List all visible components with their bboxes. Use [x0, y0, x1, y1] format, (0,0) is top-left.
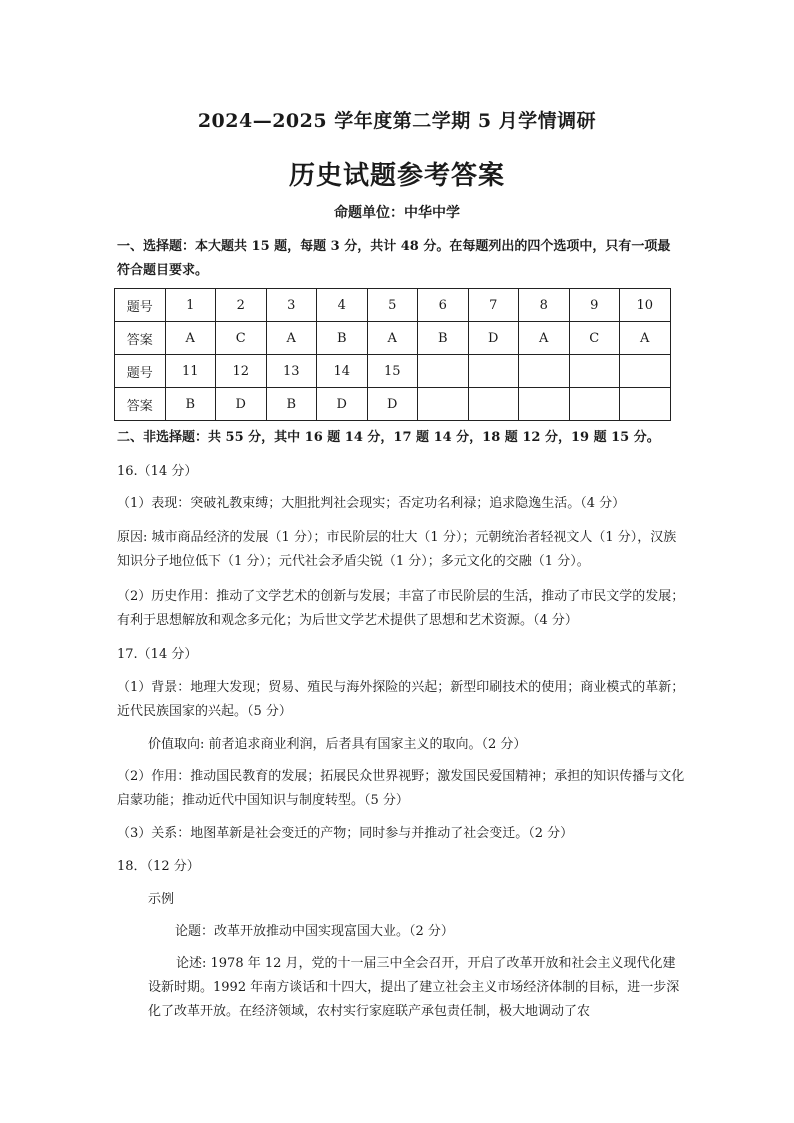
table-row: [115, 355, 671, 388]
q16-part2: （2）历史作用：推动了文学艺术的创新与发展；丰富了市民阶层的生活，推动了市民文学的发展；有利于思想解放和观念多元化；为后世文学艺术提供了思想和艺术资源。（4 分）: [117, 589, 685, 628]
question-number: 2: [216, 289, 267, 322]
question-number: 8: [519, 289, 570, 322]
question-number: 1: [165, 289, 216, 322]
q17-part3: （3）关系：地图革新是社会变迁的产物；同时参与并推动了社会变迁。（2 分）: [117, 826, 574, 841]
empty-cell: [620, 388, 671, 421]
question-number: 13: [266, 355, 317, 388]
table-row: [115, 322, 671, 355]
answer-cell: B: [418, 322, 469, 355]
answer-cell: C: [569, 322, 620, 355]
q18-example: 示例: [148, 892, 175, 907]
empty-cell: [468, 355, 519, 388]
question-number: 10: [620, 289, 671, 322]
q16-part1: （1）表现：突破礼教束缚；大胆批判社会现实；否定功名利禄；追求隐逸生活。（4 分）: [117, 496, 626, 511]
answer-cell: C: [216, 322, 267, 355]
question-number: 15: [367, 355, 418, 388]
question-number: 12: [216, 355, 267, 388]
answer-cell: D: [317, 388, 368, 421]
section2-heading: 二、非选择题：共 55 分，其中 16 题 14 分，17 题 14 分，18 题 12 分，19 题 15 分。: [117, 430, 660, 445]
empty-cell: [519, 388, 570, 421]
answer-key-title: 历史试题参考答案: [288, 161, 505, 191]
answer-cell: B: [266, 388, 317, 421]
row-label: 答案: [115, 388, 166, 421]
section1-heading: 一、选择题：本大题共 15 题，每题 3 分，共计 48 分。在每题列出的四个选项中，只有一项最符合题目要求。: [117, 239, 671, 278]
question-number: 11: [165, 355, 216, 388]
q16-label: 16.（14 分）: [117, 464, 198, 479]
answer-cell: D: [367, 388, 418, 421]
row-label: 答案: [115, 322, 166, 355]
q18-argument: 论述: 1978 年 12 月，党的十一届三中全会召开，开启了改革开放和社会主义现代化建设新时期。1992 年南方谈话和十四大，提出了建立社会主义市场经济体制的目标，进一步深化了改革开放。在经济领域，农村实行家庭联产承包责任制，极大地调动了农: [148, 956, 680, 1019]
answer-cell: D: [468, 322, 519, 355]
row-label: 题号: [115, 355, 166, 388]
answer-cell: A: [519, 322, 570, 355]
exam-title: 2024—2025 学年度第二学期 5 月学情调研: [197, 110, 597, 132]
question-number: 3: [266, 289, 317, 322]
row-label: 题号: [115, 289, 166, 322]
answer-cell: B: [165, 388, 216, 421]
question-number: 7: [468, 289, 519, 322]
answer-table: [114, 288, 671, 421]
empty-cell: [468, 388, 519, 421]
answer-cell: B: [317, 322, 368, 355]
answer-cell: D: [216, 388, 267, 421]
answer-cell: A: [620, 322, 671, 355]
answer-cell: A: [367, 322, 418, 355]
question-number: 14: [317, 355, 368, 388]
empty-cell: [620, 355, 671, 388]
q17-part1: （1）背景：地理大发现；贸易、殖民与海外探险的兴起；新型印刷技术的使用；商业模式的革新；近代民族国家的兴起。（5 分）: [117, 680, 685, 719]
author-unit: 命题单位：中华中学: [334, 205, 460, 221]
empty-cell: [519, 355, 570, 388]
answer-cell: A: [266, 322, 317, 355]
q17-label: 17.（14 分）: [117, 647, 198, 662]
q16-reason: 原因: 城市商品经济的发展（1 分）；市民阶层的壮大（1 分）；元朝统治者轻视文人（1 分），汉族知识分子地位低下（1 分）；元代社会矛盾尖锐（1 分）；多元文化的交融（1 分）。: [117, 530, 677, 569]
answer-cell: A: [165, 322, 216, 355]
table-row: [115, 289, 671, 322]
empty-cell: [569, 355, 620, 388]
q17-value: 价值取向: 前者追求商业利润，后者具有国家主义的取向。（2 分）: [148, 737, 527, 752]
question-number: 9: [569, 289, 620, 322]
empty-cell: [569, 388, 620, 421]
q18-label: 18．（12 分）: [117, 859, 200, 874]
question-number: 4: [317, 289, 368, 322]
empty-cell: [418, 355, 469, 388]
q17-part2: （2）作用：推动国民教育的发展；拓展民众世界视野；激发国民爱国精神；承担的知识传播与文化启蒙功能；推动近代中国知识与制度转型。（5 分）: [117, 769, 685, 808]
table-row: [115, 388, 671, 421]
question-number: 6: [418, 289, 469, 322]
q18-topic: 论题：改革开放推动中国实现富国大业。（2 分）: [175, 924, 454, 939]
question-number: 5: [367, 289, 418, 322]
empty-cell: [418, 388, 469, 421]
